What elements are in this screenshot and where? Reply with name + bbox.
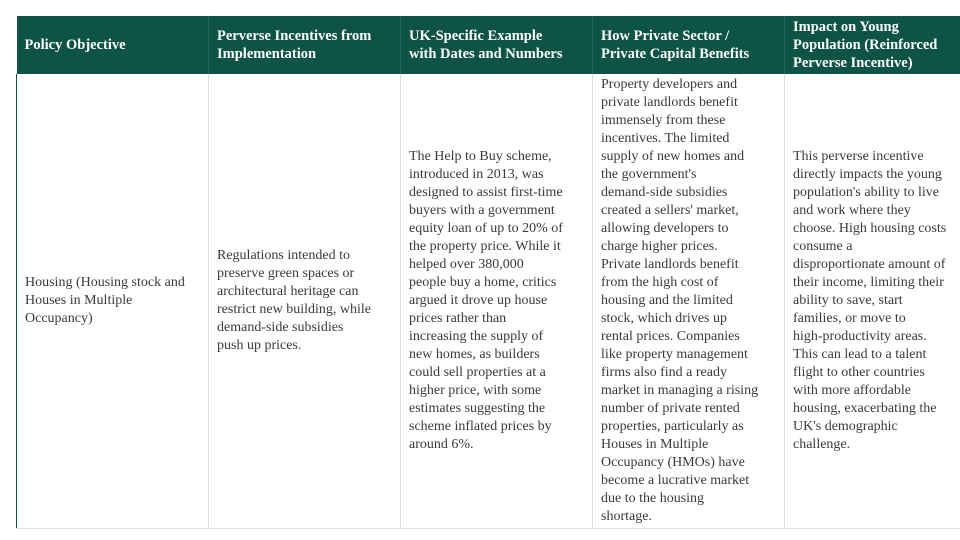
text-line: could sell properties at a xyxy=(409,365,546,380)
text-line: Private landlords benefit xyxy=(601,257,739,272)
text-line: choose. High housing costs xyxy=(793,221,947,236)
text-line: Property developers and xyxy=(601,77,738,92)
text-line: private landlords benefit xyxy=(601,95,738,110)
text-line: prices rather than xyxy=(409,311,507,326)
text-line: properties, particularly as xyxy=(601,419,744,434)
text-line: incentives. The limited xyxy=(601,131,730,146)
text-line: become a lucrative market xyxy=(601,473,750,488)
text-line: Perverse Incentive) xyxy=(793,55,913,71)
text-line: new homes, as builders xyxy=(409,347,540,362)
text-line: Regulations intended to xyxy=(217,248,350,263)
text-line: Occupancy (HMOs) have xyxy=(601,455,745,470)
text-line: The Help to Buy scheme, xyxy=(409,149,552,164)
text-line: Private Capital Benefits xyxy=(601,46,750,62)
text-line: Occupancy) xyxy=(25,311,93,326)
text-line: from the high cost of xyxy=(601,275,719,290)
cell-impact-young-population xyxy=(785,74,960,529)
text-line: introduced in 2013, was xyxy=(409,167,544,182)
text-line: housing and the limited xyxy=(601,293,733,308)
text-line: UK-Specific Example xyxy=(409,28,543,44)
text-line: Impact on Young xyxy=(793,19,899,35)
cell-perverse-incentives xyxy=(209,74,401,529)
header-policy-objective xyxy=(17,16,209,74)
text-line: the government's xyxy=(601,167,697,182)
cell-policy-objective xyxy=(17,74,209,529)
header-perverse-incentives xyxy=(209,16,401,74)
text-line: flight to other countries xyxy=(793,365,925,380)
text-line: supply of new homes and xyxy=(601,149,745,164)
text-line: market in managing a rising xyxy=(601,383,759,398)
text-line: people buy a home, critics xyxy=(409,275,557,290)
text-line: equity loan of up to 20% of xyxy=(409,221,563,236)
text-line: charge higher prices. xyxy=(601,239,718,254)
text-line: Implementation xyxy=(217,46,317,62)
text-line: demand-side subsidies xyxy=(217,320,344,335)
text-line: How Private Sector / xyxy=(601,28,730,44)
text-line: Perverse Incentives from xyxy=(217,28,372,44)
text-line: disproportionate amount of xyxy=(793,257,946,272)
text-line: with Dates and Numbers xyxy=(409,46,563,62)
text-line: the property price. While it xyxy=(409,239,561,254)
text-line: ability to save, start xyxy=(793,293,903,308)
text-line: Houses in Multiple xyxy=(601,437,709,452)
text-line: stock, which drives up xyxy=(601,311,727,326)
text-line: Houses in Multiple xyxy=(25,293,133,308)
header-row xyxy=(17,16,960,74)
text-line: firms also find a ready xyxy=(601,365,727,380)
text-line: Population (Reinforced xyxy=(793,37,938,53)
text-line: like property management xyxy=(601,347,748,362)
text-line: shortage. xyxy=(601,509,652,524)
text-line: scheme inflated prices by xyxy=(409,419,552,434)
text-line: consume a xyxy=(793,239,853,254)
text-line: push up prices. xyxy=(217,338,302,353)
table-row xyxy=(17,74,960,529)
text-line: families, or move to xyxy=(793,311,906,326)
header-uk-example xyxy=(401,16,593,74)
text-line: Policy Objective xyxy=(24,37,126,53)
text-line: This can lead to a talent xyxy=(793,347,927,362)
text-line: population's ability to live xyxy=(793,185,940,200)
text-line: UK's demographic xyxy=(793,419,898,434)
text-line: argued it drove up house xyxy=(409,293,548,308)
text-line: their income, limiting their xyxy=(793,275,944,290)
text-line: Housing (Housing stock and xyxy=(25,275,185,290)
text-line: housing, exacerbating the xyxy=(793,401,937,416)
text-line: number of private rented xyxy=(601,401,740,416)
text-line: immensely from these xyxy=(601,113,726,128)
text-line: designed to assist first-time xyxy=(409,185,563,200)
text-line: architectural heritage can xyxy=(217,284,359,299)
text-line: increasing the supply of xyxy=(409,329,544,344)
text-line: restrict new building, while xyxy=(217,302,371,317)
text-line: preserve green spaces or xyxy=(217,266,355,281)
cell-private-sector-benefits xyxy=(593,74,785,529)
text-line: high-productivity areas. xyxy=(793,329,927,344)
text-line: created a sellers' market, xyxy=(601,203,739,218)
text-line: demand-side subsidies xyxy=(601,185,728,200)
text-line: buyers with a government xyxy=(409,203,555,218)
policy-table xyxy=(16,16,960,529)
text-line: estimates suggesting the xyxy=(409,401,546,416)
text-line: due to the housing xyxy=(601,491,705,506)
text-line: allowing developers to xyxy=(601,221,729,236)
text-line: This perverse incentive xyxy=(793,149,924,164)
text-line: around 6%. xyxy=(409,437,474,452)
policy-table-container xyxy=(16,16,960,529)
text-line: challenge. xyxy=(793,437,851,452)
text-line: directly impacts the young xyxy=(793,167,942,182)
text-line: rental prices. Companies xyxy=(601,329,740,344)
text-line: helped over 380,000 xyxy=(409,257,524,272)
header-impact-young-population xyxy=(785,16,960,74)
text-line: and work where they xyxy=(793,203,911,218)
text-line: with more affordable xyxy=(793,383,911,398)
cell-uk-example xyxy=(401,74,593,529)
header-private-sector-benefits xyxy=(593,16,785,74)
text-line: higher price, with some xyxy=(409,383,542,398)
